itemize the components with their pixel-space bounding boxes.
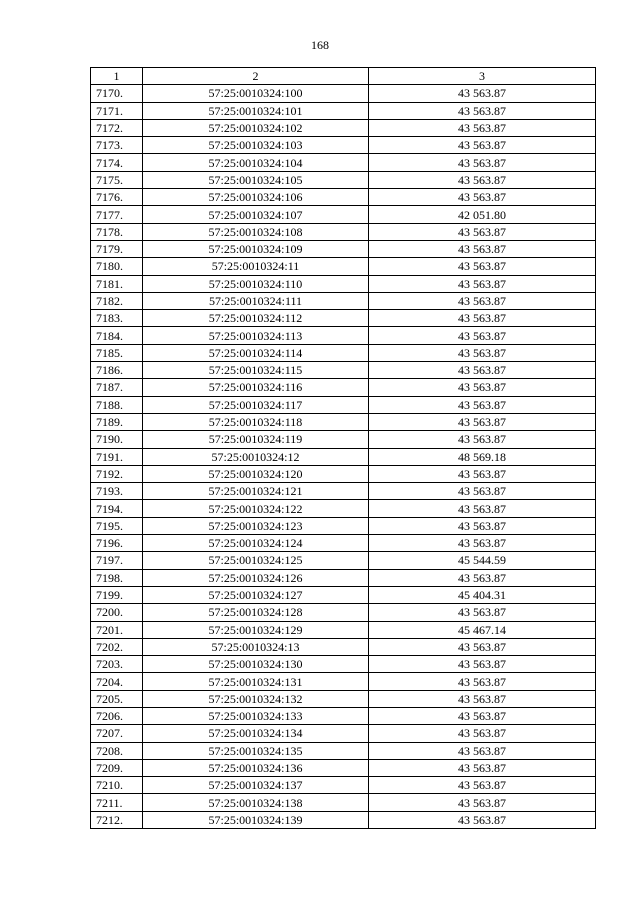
row-number: 7192. [91,465,143,482]
table-row [91,586,596,603]
cadastral-value: 43 563.87 [369,725,596,742]
cadastral-value: 43 563.87 [369,604,596,621]
cadastral-number: 57:25:0010324:111 [143,292,369,309]
row-number: 7204. [91,673,143,690]
table-row [91,102,596,119]
cadastral-number: 57:25:0010324:102 [143,119,369,136]
cadastral-number: 57:25:0010324:11 [143,258,369,275]
cadastral-number: 57:25:0010324:121 [143,483,369,500]
table-row [91,85,596,102]
table-row [91,275,596,292]
cadastral-number: 57:25:0010324:125 [143,552,369,569]
cadastral-number: 57:25:0010324:135 [143,742,369,759]
cadastral-value: 43 563.87 [369,379,596,396]
cadastral-value: 43 563.87 [369,310,596,327]
row-number: 7193. [91,483,143,500]
table-row [91,223,596,240]
row-number: 7181. [91,275,143,292]
cadastral-value: 43 563.87 [369,690,596,707]
row-number: 7178. [91,223,143,240]
cadastral-value: 43 563.87 [369,569,596,586]
cadastral-number: 57:25:0010324:107 [143,206,369,223]
cadastral-number: 57:25:0010324:112 [143,310,369,327]
cadastral-value: 43 563.87 [369,465,596,482]
row-number: 7186. [91,362,143,379]
row-number: 7190. [91,431,143,448]
cadastral-number: 57:25:0010324:136 [143,759,369,776]
row-number: 7183. [91,310,143,327]
cadastral-value: 42 051.80 [369,206,596,223]
table-row [91,292,596,309]
table-row [91,621,596,638]
table-row [91,431,596,448]
table-row [91,500,596,517]
cadastral-value: 45 404.31 [369,586,596,603]
table-row [91,638,596,655]
cadastral-value: 43 563.87 [369,759,596,776]
table-row [91,794,596,811]
row-number: 7173. [91,137,143,154]
row-number: 7170. [91,85,143,102]
table-row [91,535,596,552]
table-row [91,552,596,569]
column-header-3: 3 [369,68,596,85]
table-row [91,258,596,275]
row-number: 7195. [91,517,143,534]
table-row [91,189,596,206]
cadastral-value: 43 563.87 [369,500,596,517]
column-header-1: 1 [91,68,143,85]
cadastral-value: 43 563.87 [369,344,596,361]
table-row [91,811,596,828]
table-row [91,656,596,673]
cadastral-number: 57:25:0010324:119 [143,431,369,448]
cadastral-number: 57:25:0010324:138 [143,794,369,811]
table-row [91,154,596,171]
cadastral-number: 57:25:0010324:128 [143,604,369,621]
table-row [91,206,596,223]
row-number: 7208. [91,742,143,759]
row-number: 7211. [91,794,143,811]
row-number: 7177. [91,206,143,223]
table-row [91,344,596,361]
row-number: 7184. [91,327,143,344]
row-number: 7172. [91,119,143,136]
cadastral-value: 43 563.87 [369,292,596,309]
table-row [91,742,596,759]
cadastral-value: 43 563.87 [369,794,596,811]
cadastral-value: 43 563.87 [369,396,596,413]
table-row [91,517,596,534]
cadastral-number: 57:25:0010324:116 [143,379,369,396]
cadastral-number: 57:25:0010324:139 [143,811,369,828]
cadastral-number: 57:25:0010324:106 [143,189,369,206]
cadastral-value: 43 563.87 [369,638,596,655]
table-row [91,725,596,742]
row-number: 7188. [91,396,143,413]
cadastral-value: 43 563.87 [369,811,596,828]
row-number: 7175. [91,171,143,188]
row-number: 7200. [91,604,143,621]
cadastral-number: 57:25:0010324:133 [143,707,369,724]
row-number: 7202. [91,638,143,655]
table-row [91,569,596,586]
cadastral-value: 43 563.87 [369,673,596,690]
cadastral-value: 43 563.87 [369,137,596,154]
row-number: 7191. [91,448,143,465]
row-number: 7174. [91,154,143,171]
row-number: 7187. [91,379,143,396]
cadastral-number: 57:25:0010324:109 [143,240,369,257]
cadastral-value: 43 563.87 [369,171,596,188]
cadastral-value: 43 563.87 [369,431,596,448]
row-number: 7196. [91,535,143,552]
cadastral-number: 57:25:0010324:130 [143,656,369,673]
cadastral-number: 57:25:0010324:114 [143,344,369,361]
cadastral-number: 57:25:0010324:110 [143,275,369,292]
cadastral-number: 57:25:0010324:100 [143,85,369,102]
row-number: 7185. [91,344,143,361]
cadastral-value: 43 563.87 [369,327,596,344]
row-number: 7201. [91,621,143,638]
table-row [91,240,596,257]
cadastral-number: 57:25:0010324:103 [143,137,369,154]
cadastral-number: 57:25:0010324:126 [143,569,369,586]
cadastral-value: 43 563.87 [369,413,596,430]
cadastral-number: 57:25:0010324:131 [143,673,369,690]
cadastral-number: 57:25:0010324:127 [143,586,369,603]
row-number: 7205. [91,690,143,707]
cadastral-value: 43 563.87 [369,742,596,759]
row-number: 7206. [91,707,143,724]
cadastral-number: 57:25:0010324:123 [143,517,369,534]
cadastral-value: 43 563.87 [369,119,596,136]
page-number: 168 [311,38,329,52]
table-row [91,171,596,188]
row-number: 7179. [91,240,143,257]
cadastral-value: 43 563.87 [369,102,596,119]
column-header-2: 2 [143,68,369,85]
table-row [91,310,596,327]
cadastral-value: 45 544.59 [369,552,596,569]
table-row [91,119,596,136]
cadastral-number: 57:25:0010324:118 [143,413,369,430]
cadastral-value: 48 569.18 [369,448,596,465]
table-row [91,413,596,430]
row-number: 7176. [91,189,143,206]
table-row [91,604,596,621]
table-row [91,137,596,154]
cadastral-value: 43 563.87 [369,258,596,275]
cadastral-number: 57:25:0010324:101 [143,102,369,119]
cadastral-value: 43 563.87 [369,154,596,171]
cadastral-number: 57:25:0010324:122 [143,500,369,517]
table-row [91,690,596,707]
table-row [91,483,596,500]
table-row [91,707,596,724]
cadastral-value: 43 563.87 [369,656,596,673]
cadastral-number: 57:25:0010324:137 [143,777,369,794]
table-row [91,673,596,690]
table-row [91,396,596,413]
cadastral-number: 57:25:0010324:113 [143,327,369,344]
row-number: 7180. [91,258,143,275]
cadastral-number: 57:25:0010324:134 [143,725,369,742]
table-row [91,362,596,379]
cadastral-number: 57:25:0010324:13 [143,638,369,655]
cadastral-number: 57:25:0010324:104 [143,154,369,171]
cadastral-value: 43 563.87 [369,535,596,552]
cadastral-value: 43 563.87 [369,189,596,206]
row-number: 7194. [91,500,143,517]
cadastral-value: 43 563.87 [369,275,596,292]
cadastral-number: 57:25:0010324:12 [143,448,369,465]
row-number: 7171. [91,102,143,119]
row-number: 7212. [91,811,143,828]
table-row [91,327,596,344]
cadastral-number: 57:25:0010324:129 [143,621,369,638]
cadastral-value: 43 563.87 [369,517,596,534]
table-body [91,85,596,829]
row-number: 7210. [91,777,143,794]
cadastral-number: 57:25:0010324:124 [143,535,369,552]
cadastral-value: 45 467.14 [369,621,596,638]
cadastral-value: 43 563.87 [369,85,596,102]
table-row [91,379,596,396]
cadastral-number: 57:25:0010324:115 [143,362,369,379]
table-row [91,448,596,465]
row-number: 7182. [91,292,143,309]
row-number: 7189. [91,413,143,430]
cadastral-number: 57:25:0010324:120 [143,465,369,482]
cadastral-value: 43 563.87 [369,483,596,500]
row-number: 7207. [91,725,143,742]
data-table [90,67,596,829]
row-number: 7199. [91,586,143,603]
table-row [91,777,596,794]
row-number: 7203. [91,656,143,673]
cadastral-number: 57:25:0010324:108 [143,223,369,240]
cadastral-number: 57:25:0010324:132 [143,690,369,707]
table-row [91,759,596,776]
row-number: 7197. [91,552,143,569]
cadastral-value: 43 563.87 [369,777,596,794]
cadastral-number: 57:25:0010324:117 [143,396,369,413]
table-header-row [91,68,596,85]
row-number: 7198. [91,569,143,586]
row-number: 7209. [91,759,143,776]
cadastral-value: 43 563.87 [369,362,596,379]
cadastral-value: 43 563.87 [369,240,596,257]
cadastral-value: 43 563.87 [369,707,596,724]
cadastral-number: 57:25:0010324:105 [143,171,369,188]
table-row [91,465,596,482]
cadastral-value: 43 563.87 [369,223,596,240]
